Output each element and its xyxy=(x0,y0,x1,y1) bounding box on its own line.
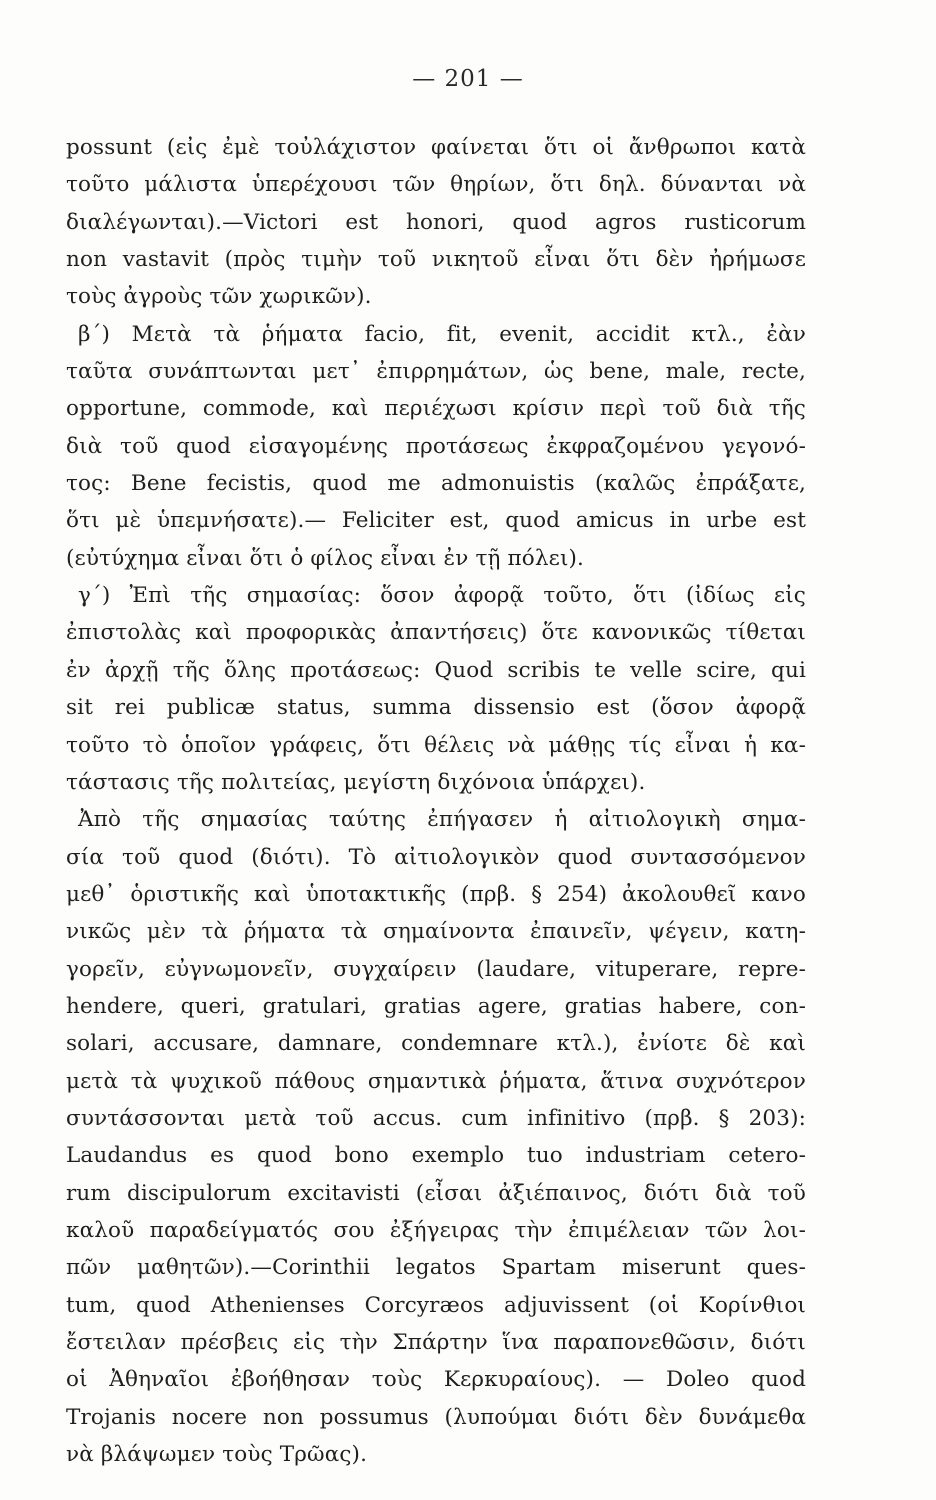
text-line: νὰ βλάψωμεν τοὺς Τρῶας). xyxy=(66,1442,368,1468)
text-line: γ΄) Ἐπὶ τῆς σημασίας: ὅσον ἀφορᾷ τοῦτο, ὅτι (ἰδίως εἰς xyxy=(78,583,806,609)
text-line: ἐπιστολὰς καὶ προφορικὰς ἀπαντήσεις) ὅτε κανονικῶς τίθεται xyxy=(66,620,806,646)
text-line: διαλέγωνται).—Victori est honori, quod agros rusticorum xyxy=(66,209,806,235)
text-line: τοῦτο τὸ ὁποῖον γράφεις, ὅτι θέλεις νὰ μάθῃς τίς εἶναι ἡ κα- xyxy=(66,732,806,758)
text-line: πῶν μαθητῶν).—Corinthii legatos Spartam miserunt ques- xyxy=(66,1255,806,1281)
text-line: τοῦτο μάλιστα ὑπερέχουσι τῶν θηρίων, ὅτι δηλ. δύνανται νὰ xyxy=(66,172,806,198)
text-line: νικῶς μὲν τὰ ῥήματα τὰ σημαίνοντα ἐπαινεῖν, ψέγειν, κατη- xyxy=(66,919,806,945)
text-line: συντάσσονται μετὰ τοῦ accus. cum infinitivo (πρβ. § 203): xyxy=(66,1105,806,1131)
text-line: ταῦτα συνάπτωνται μετ᾽ ἐπιρρημάτων, ὡς bene, male, recte, xyxy=(66,359,806,385)
text-line: τάστασις τῆς πολιτείας, μεγίστη διχόνοια ὑπάρχει). xyxy=(66,769,646,795)
text-line: (εὐτύχημα εἶναι ὅτι ὁ φίλος εἶναι ἐν τῇ πόλει). xyxy=(66,545,585,571)
text-line: καλοῦ παραδείγματός σου ἐξήγειρας τὴν ἐπιμέλειαν τῶν λοι- xyxy=(66,1217,806,1243)
text-line: Trojanis nocere non possumus (λυπούμαι διότι δὲν δυνάμεθα xyxy=(66,1404,806,1430)
text-line: solari, accusare, damnare, condemnare κτλ.), ἐνίοτε δὲ καὶ xyxy=(66,1031,806,1057)
text-line: οἱ Ἀθηναῖοι ἐβοήθησαν τοὺς Κερκυραίους). — Doleo quod xyxy=(66,1367,806,1393)
page-number: — 201 — xyxy=(412,66,524,92)
text-line: opportune, commode, καὶ περιέχωσι κρίσιν περὶ τοῦ διὰ τῆς xyxy=(66,396,806,422)
text-line: ἐν ἀρχῇ τῆς ὅλης προτάσεως: Quod scribis te velle scire, qui xyxy=(66,657,806,683)
text-line: possunt (εἰς ἐμὲ τοὐλάχιστον φαίνεται ὅτι οἱ ἄνθρωποι κατὰ xyxy=(66,135,806,160)
text-line: γορεῖν, εὐγνωμονεῖν, συγχαίρειν (laudare, vituperare, repre- xyxy=(66,956,806,982)
text-line: Ἀπὸ τῆς σημασίας ταύτης ἐπήγασεν ἡ αἰτιολογικὴ σημα- xyxy=(78,807,806,833)
text-line: ὅτι μὲ ὑπεμνήσατε).— Feliciter est, quod amicus in urbe est xyxy=(66,508,806,534)
text-line: rum discipulorum excitavisti (εἶσαι ἀξιέπαινος, διότι διὰ τοῦ xyxy=(66,1180,806,1206)
text-line: σία τοῦ quod (διότι). Τὸ αἰτιολογικὸν quod συντασσόμενον xyxy=(66,844,806,870)
text-line: τοὺς ἀγροὺς τῶν χωρικῶν). xyxy=(66,284,372,310)
text-line: hendere, queri, gratulari, gratias agere, gratias habere, con- xyxy=(66,993,806,1019)
text-line: ἔστειλαν πρέσβεις εἰς τὴν Σπάρτην ἵνα παραπονεθῶσιν, διότι xyxy=(66,1330,806,1355)
text-line: μετὰ τὰ ψυχικοῦ πάθους σημαντικὰ ῥήματα, ἅτινα συχνότερον xyxy=(66,1068,806,1094)
text-line: non vastavit (πρὸς τιμὴν τοῦ νικητοῦ εἶναι ὅτι δὲν ἠρήμωσε xyxy=(66,247,806,273)
text-line: β΄) Μετὰ τὰ ῥήματα facio, fit, evenit, accidit κτλ., ἐὰν xyxy=(78,321,806,347)
text-line: τος: Bene fecistis, quod me admonuistis (καλῶς ἐπράξατε, xyxy=(66,471,806,497)
text-line: tum, quod Athenienses Corcyræos adjuvissent (οἱ Κορίνθιοι xyxy=(66,1292,806,1318)
body-text xyxy=(66,129,806,1473)
text-line: διὰ τοῦ quod εἰσαγομένης προτάσεως ἐκφραζομένου γεγονό- xyxy=(66,433,806,459)
text-line: sit rei publicæ status, summa dissensio est (ὅσον ἀφορᾷ xyxy=(66,695,806,721)
text-line: μεθ᾽ ὁριστικῆς καὶ ὑποτακτικῆς (πρβ. § 254) ἀκολουθεῖ κανο xyxy=(66,881,806,907)
text-line: Laudandus es quod bono exemplo tuo industriam cetero- xyxy=(66,1143,806,1169)
